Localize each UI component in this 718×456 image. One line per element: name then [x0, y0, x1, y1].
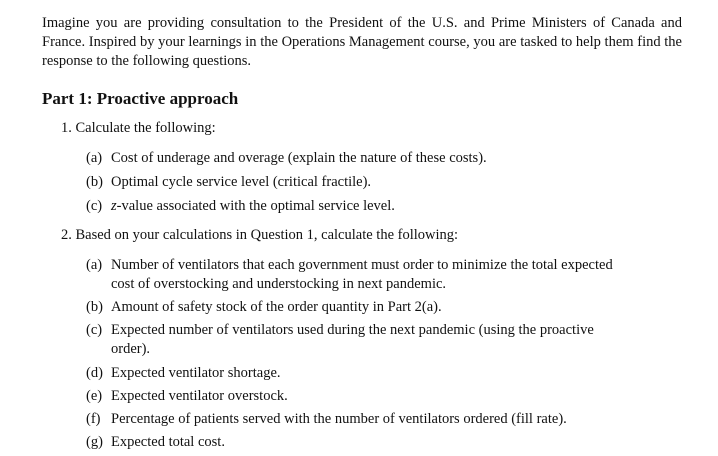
item-label: (a) — [86, 150, 103, 166]
question-2c — [86, 321, 670, 359]
question-1-number: 1. — [61, 120, 72, 136]
question-2g — [86, 433, 670, 452]
item-label: (a) — [86, 257, 103, 273]
item-label: (c) — [86, 322, 103, 338]
item-text: Amount of safety stock of the order quantity in Part 2(a). — [111, 299, 442, 315]
intro-paragraph: Imagine you are providing consultation to the President of the U.S. and Prime Ministers of Canada and France. Inspired by your learnings in the Operations Management course, you are tasked to help them find the response to the following questions. — [42, 15, 682, 69]
item-text: -value associated with the optimal service level. — [116, 198, 395, 214]
question-2f — [86, 410, 670, 429]
item-text-line-2: order). — [111, 341, 151, 357]
item-text: Optimal cycle service level (critical fractile). — [111, 174, 372, 190]
question-2 — [61, 226, 458, 245]
question-2d — [86, 364, 670, 383]
item-label: (e) — [86, 388, 103, 404]
item-label: (c) — [86, 198, 103, 214]
item-text-line-2: cost of overstocking and understocking in next pandemic. — [111, 276, 447, 292]
question-1-text: Calculate the following: — [75, 120, 216, 136]
item-text: Expected ventilator shortage. — [111, 365, 281, 381]
item-label: (b) — [86, 299, 103, 315]
item-label: (d) — [86, 365, 103, 381]
item-text: Expected ventilator overstock. — [111, 388, 288, 404]
item-label: (g) — [86, 434, 103, 450]
item-text-line-1: Number of ventilators that each government must order to minimize the total expected — [111, 257, 613, 273]
question-2-number: 2. — [61, 227, 72, 243]
item-text: Expected total cost. — [111, 434, 225, 450]
question-2-text: Based on your calculations in Question 1, calculate the following: — [75, 227, 459, 243]
item-text-line-1: Expected number of ventilators used during the next pandemic (using the proactive — [111, 322, 594, 338]
item-label: (f) — [86, 411, 101, 427]
item-label: (b) — [86, 174, 103, 190]
question-1 — [61, 119, 216, 138]
z-variable: z — [111, 198, 117, 214]
question-1c — [86, 197, 670, 216]
part-1-heading: Part 1: Proactive approach — [42, 89, 239, 108]
question-1a — [86, 149, 670, 168]
question-1b — [86, 173, 670, 192]
item-text: Percentage of patients served with the number of ventilators ordered (fill rate). — [111, 411, 567, 427]
question-2a — [86, 256, 670, 294]
question-2e — [86, 387, 670, 406]
question-2b — [86, 298, 670, 317]
item-text: Cost of underage and overage (explain the nature of these costs). — [111, 150, 487, 166]
